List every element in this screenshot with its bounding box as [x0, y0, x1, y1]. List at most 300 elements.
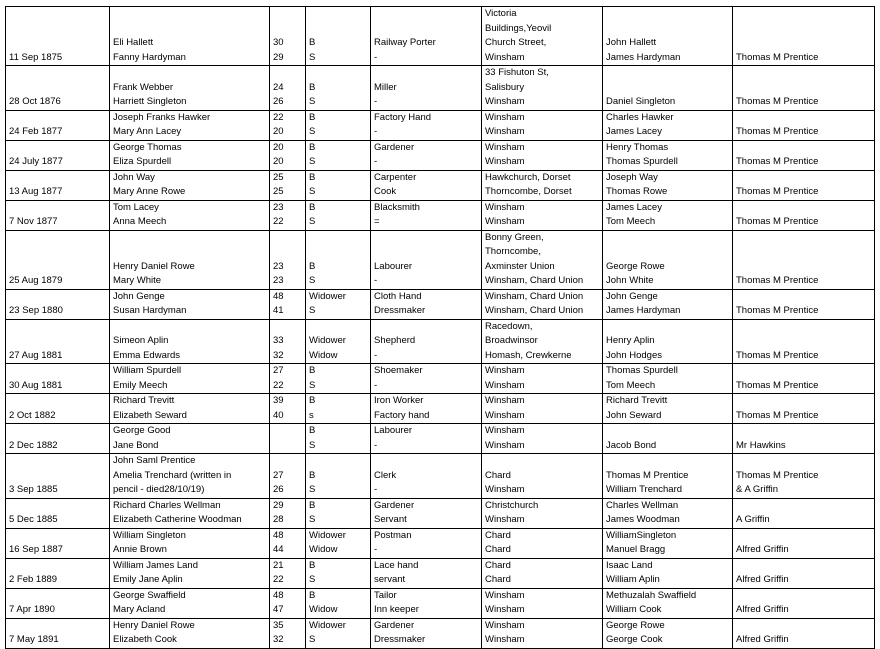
party-name: William Singleton [113, 529, 186, 541]
age-value: 22 [273, 379, 284, 391]
names-cell [110, 230, 270, 289]
occupation-value: Inn keeper [374, 604, 419, 615]
marriage-date-cell [6, 230, 110, 289]
age-value: 20 [273, 126, 284, 137]
age-value: 48 [273, 589, 284, 601]
father-cell [603, 528, 733, 558]
condition-value: B [309, 395, 316, 406]
ages-cell [270, 289, 306, 319]
residence-line: Winsham [485, 365, 525, 376]
father-name: Methuzalah Swaffield [606, 589, 697, 601]
father-name: Henry Aplin [606, 335, 655, 346]
party-name: Elizabeth Cook [113, 634, 177, 645]
officiant-name: Thomas M Prentice [736, 216, 819, 227]
age-value: 29 [273, 499, 284, 511]
condition-cell [306, 394, 371, 424]
marriage-date: 28 Oct 1876 [9, 96, 61, 107]
condition-cell [306, 200, 371, 230]
occupation-value: - [374, 484, 378, 495]
names-cell [110, 319, 270, 364]
father-name: John Seward [606, 409, 662, 421]
condition-value: S [309, 305, 316, 316]
father-name: Thomas Spurdell [606, 365, 678, 376]
party-name: Joseph Franks Hawker [113, 111, 211, 123]
register-body [6, 7, 875, 649]
marriage-date: 11 Sep 1875 [9, 51, 63, 63]
residence-line: Winsham [485, 425, 525, 436]
residence-cell [482, 66, 603, 111]
condition-value: S [309, 126, 316, 137]
marriage-date: 24 Feb 1877 [9, 126, 63, 137]
father-name: William Cook [606, 604, 662, 615]
condition-cell [306, 230, 371, 289]
officiant-name: Alfred Griffin [736, 604, 789, 615]
register-row [6, 289, 875, 319]
condition-value: S [309, 275, 316, 286]
party-name: Fanny Hardyman [113, 51, 186, 63]
register-row [6, 424, 875, 454]
age-value: 32 [273, 349, 284, 361]
condition-value: B [309, 37, 316, 48]
names-cell [110, 364, 270, 394]
condition-value: Widow [309, 604, 338, 615]
condition-cell [306, 424, 371, 454]
occupation-value: - [374, 156, 378, 167]
ages-cell [270, 200, 306, 230]
party-name: Henry Daniel Rowe [113, 619, 195, 631]
ages-cell [270, 454, 306, 499]
father-cell [603, 170, 733, 200]
father-name: WilliamSingleton [606, 529, 677, 541]
condition-value: B [309, 365, 316, 376]
officiant-name: Alfred Griffin [736, 574, 789, 585]
age-value: 32 [273, 634, 284, 645]
age-value: 20 [273, 156, 284, 167]
condition-value: S [309, 51, 316, 63]
marriage-date-cell [6, 558, 110, 588]
residence-line: Winsham [485, 126, 525, 137]
residence-line: Chard [485, 469, 511, 481]
occupation-cell [371, 588, 482, 618]
father-name: Henry Thomas [606, 141, 669, 153]
marriage-date: 13 Aug 1877 [9, 186, 63, 197]
father-name: James Hardyman [606, 305, 681, 316]
residence-cell [482, 618, 603, 648]
condition-cell [306, 558, 371, 588]
residence-cell [482, 319, 603, 364]
marriage-date: 7 Nov 1877 [9, 216, 58, 227]
marriage-date: 24 July 1877 [9, 156, 63, 167]
residence-line: Victoria [485, 8, 517, 19]
marriage-date: 25 Aug 1879 [9, 275, 63, 286]
officiant-cell [733, 170, 875, 200]
residence-cell [482, 424, 603, 454]
condition-cell [306, 618, 371, 648]
names-cell [110, 170, 270, 200]
party-name: Richard Trevitt [113, 395, 175, 406]
occupation-cell [371, 394, 482, 424]
residence-line: Salisbury [485, 81, 525, 93]
register-row [6, 454, 875, 499]
father-name: Richard Trevitt [606, 395, 668, 406]
occupation-value: - [374, 51, 378, 63]
marriage-date: 2 Feb 1889 [9, 574, 58, 585]
marriage-date-cell [6, 618, 110, 648]
register-row [6, 364, 875, 394]
father-name: Thomas M Prentice [606, 469, 689, 481]
age-value: 26 [273, 484, 284, 495]
occupation-value: Lace hand [374, 559, 419, 571]
ages-cell [270, 558, 306, 588]
register-row [6, 230, 875, 289]
residence-line: Winsham [485, 409, 525, 421]
residence-line: Buildings,Yeovil [485, 22, 552, 34]
party-name: Mary Acland [113, 604, 166, 615]
marriage-date-cell [6, 528, 110, 558]
officiant-cell [733, 588, 875, 618]
condition-value: B [309, 559, 316, 571]
ages-cell [270, 170, 306, 200]
officiant-name: Mr Hawkins [736, 439, 786, 451]
condition-cell [306, 66, 371, 111]
marriage-date: 5 Dec 1885 [9, 514, 58, 525]
party-name: Elizabeth Seward [113, 409, 187, 421]
occupation-cell [371, 618, 482, 648]
names-cell [110, 394, 270, 424]
occupation-value: Dressmaker [374, 305, 426, 316]
occupation-cell [371, 110, 482, 140]
occupation-cell [371, 424, 482, 454]
condition-cell [306, 289, 371, 319]
officiant-name: Thomas M Prentice [736, 126, 819, 137]
age-value: 28 [273, 514, 284, 525]
officiant-cell [733, 230, 875, 289]
marriage-date: 23 Sep 1880 [9, 305, 63, 316]
residence-line: Thorncombe, Dorset [485, 186, 572, 197]
party-name: John Saml Prentice [113, 455, 196, 466]
condition-cell [306, 319, 371, 364]
age-value: 40 [273, 409, 284, 421]
condition-value: B [309, 499, 316, 511]
father-name: Joseph Way [606, 171, 658, 183]
party-name: Mary Anne Rowe [113, 186, 186, 197]
age-value: 23 [273, 275, 284, 286]
residence-line: Winsham [485, 96, 525, 107]
officiant-cell [733, 558, 875, 588]
condition-value: B [309, 469, 316, 481]
father-cell [603, 618, 733, 648]
residence-cell [482, 289, 603, 319]
occupation-value: - [374, 439, 378, 451]
party-name: Harriett Singleton [113, 96, 187, 107]
register-row [6, 498, 875, 528]
father-name: Jacob Bond [606, 439, 657, 451]
occupation-cell [371, 170, 482, 200]
occupation-cell [371, 7, 482, 66]
residence-line: Winsham [485, 604, 525, 615]
marriage-date-cell [6, 110, 110, 140]
father-cell [603, 394, 733, 424]
residence-cell [482, 200, 603, 230]
occupation-value: Cook [374, 186, 397, 197]
father-name: Tom Meech [606, 216, 656, 227]
register-row [6, 110, 875, 140]
residence-line: Chard [485, 574, 511, 585]
age-value: 22 [273, 574, 284, 585]
condition-value: B [309, 201, 316, 213]
occupation-cell [371, 200, 482, 230]
marriage-date-cell [6, 200, 110, 230]
residence-line: Racedown, [485, 320, 533, 332]
residence-line: Winsham [485, 51, 525, 63]
condition-value: Widower [309, 529, 346, 541]
father-name: George Cook [606, 634, 663, 645]
residence-cell [482, 394, 603, 424]
party-name: Henry Daniel Rowe [113, 260, 195, 272]
party-name: Susan Hardyman [113, 305, 187, 316]
occupation-cell [371, 230, 482, 289]
officiant-cell [733, 498, 875, 528]
condition-value: S [309, 574, 316, 585]
party-name: William Spurdell [113, 365, 182, 376]
officiant-name: Thomas M Prentice [736, 379, 819, 391]
father-name: John Hallett [606, 37, 657, 48]
register-sheet [5, 6, 875, 649]
names-cell [110, 66, 270, 111]
age-value: 23 [273, 260, 284, 272]
father-name: James Lacey [606, 201, 662, 213]
condition-value: Widow [309, 349, 338, 361]
condition-cell [306, 170, 371, 200]
party-name: Emily Jane Aplin [113, 574, 183, 585]
register-row [6, 140, 875, 170]
age-value: 48 [273, 529, 284, 541]
party-name: Simeon Aplin [113, 335, 169, 346]
occupation-cell [371, 454, 482, 499]
ages-cell [270, 319, 306, 364]
occupation-value: Tailor [374, 589, 397, 601]
occupation-value: - [374, 126, 378, 137]
father-cell [603, 110, 733, 140]
residence-line: Winsham [485, 216, 525, 227]
father-cell [603, 66, 733, 111]
occupation-cell [371, 140, 482, 170]
names-cell [110, 498, 270, 528]
father-name: Thomas Rowe [606, 186, 668, 197]
age-value: 29 [273, 51, 284, 63]
occupation-value: Gardener [374, 499, 415, 511]
ages-cell [270, 394, 306, 424]
party-name: Elizabeth Catherine Woodman [113, 514, 242, 525]
occupation-cell [371, 498, 482, 528]
officiant-name: Thomas M Prentice [736, 96, 819, 107]
officiant-name: Thomas M Prentice [736, 305, 819, 316]
condition-value: B [309, 171, 316, 183]
condition-value: B [309, 589, 316, 601]
occupation-cell [371, 319, 482, 364]
condition-value: Widow [309, 544, 338, 555]
ages-cell [270, 140, 306, 170]
residence-line: Axminster Union [485, 260, 555, 272]
marriage-date: 30 Aug 1881 [9, 379, 63, 391]
officiant-name: A Griffin [736, 514, 770, 525]
marriage-date: 7 May 1891 [9, 634, 59, 645]
residence-line: Winsham, Chard Union [485, 275, 584, 286]
age-value: 39 [273, 395, 284, 406]
condition-value: B [309, 141, 316, 153]
condition-value: S [309, 186, 316, 197]
officiant-cell [733, 7, 875, 66]
occupation-value: Servant [374, 514, 407, 525]
age-value: 25 [273, 171, 284, 183]
officiant-cell [733, 454, 875, 499]
father-name: Thomas Spurdell [606, 156, 678, 167]
names-cell [110, 558, 270, 588]
residence-line: Church Street, [485, 37, 547, 48]
occupation-cell [371, 364, 482, 394]
occupation-value: - [374, 349, 378, 361]
residence-line: Broadwinsor [485, 335, 538, 346]
party-name: John Way [113, 171, 155, 183]
condition-value: B [309, 111, 316, 123]
party-name: Anna Meech [113, 216, 167, 227]
age-value: 27 [273, 365, 284, 376]
father-name: William Aplin [606, 574, 660, 585]
officiant-name: Thomas M Prentice [736, 469, 819, 481]
condition-value: S [309, 634, 316, 645]
officiant-name: Alfred Griffin [736, 634, 789, 645]
father-cell [603, 289, 733, 319]
register-row [6, 200, 875, 230]
age-value: 20 [273, 141, 284, 153]
father-cell [603, 558, 733, 588]
names-cell [110, 110, 270, 140]
residence-line: Winsham [485, 141, 525, 153]
party-name: George Swaffield [113, 589, 186, 601]
residence-line: Homash, Crewkerne [485, 349, 572, 361]
residence-line: Winsham [485, 201, 525, 213]
residence-cell [482, 170, 603, 200]
father-name: James Lacey [606, 126, 662, 137]
condition-cell [306, 140, 371, 170]
residence-line: Winsham [485, 484, 525, 495]
marriage-date-cell [6, 7, 110, 66]
marriage-date-cell [6, 140, 110, 170]
age-value: 35 [273, 619, 284, 631]
father-cell [603, 498, 733, 528]
age-value: 47 [273, 604, 284, 615]
residence-line: 33 Fishuton St, [485, 67, 549, 78]
ages-cell [270, 66, 306, 111]
occupation-value: Blacksmith [374, 201, 420, 213]
condition-value: B [309, 260, 316, 272]
officiant-cell [733, 618, 875, 648]
party-name: Eliza Spurdell [113, 156, 172, 167]
residence-line: Winsham [485, 439, 525, 451]
occupation-value: Miller [374, 81, 397, 93]
marriage-date-cell [6, 319, 110, 364]
party-name: William James Land [113, 559, 198, 571]
residence-line: Winsham [485, 589, 525, 601]
ages-cell [270, 364, 306, 394]
father-cell [603, 424, 733, 454]
father-name: Charles Wellman [606, 499, 679, 511]
register-row [6, 528, 875, 558]
condition-cell [306, 528, 371, 558]
names-cell [110, 528, 270, 558]
officiant-name: & A Griffin [736, 484, 779, 495]
residence-line: Winsham [485, 156, 525, 167]
occupation-value: Gardener [374, 141, 415, 153]
occupation-value: Carpenter [374, 171, 417, 183]
condition-value: B [309, 81, 316, 93]
party-name: Mary White [113, 275, 162, 286]
age-value: 22 [273, 216, 284, 227]
residence-cell [482, 454, 603, 499]
father-cell [603, 588, 733, 618]
officiant-cell [733, 289, 875, 319]
residence-cell [482, 140, 603, 170]
officiant-name: Thomas M Prentice [736, 51, 819, 63]
residence-cell [482, 588, 603, 618]
condition-value: s [309, 409, 314, 421]
occupation-value: Cloth Hand [374, 290, 422, 302]
ages-cell [270, 110, 306, 140]
condition-value: S [309, 514, 316, 525]
occupation-value: Factory hand [374, 409, 430, 421]
marriage-date-cell [6, 364, 110, 394]
residence-line: Winsham [485, 634, 525, 645]
officiant-name: Thomas M Prentice [736, 186, 819, 197]
condition-value: S [309, 484, 316, 495]
father-name: John Hodges [606, 349, 662, 361]
names-cell [110, 454, 270, 499]
father-cell [603, 140, 733, 170]
ages-cell [270, 618, 306, 648]
condition-cell [306, 454, 371, 499]
marriage-date-cell [6, 454, 110, 499]
age-value: 23 [273, 201, 284, 213]
occupation-value: Dressmaker [374, 634, 426, 645]
marriage-register-table [5, 6, 875, 649]
officiant-cell [733, 200, 875, 230]
officiant-name: Thomas M Prentice [736, 409, 819, 421]
marriage-date-cell [6, 498, 110, 528]
party-name: Mary Ann Lacey [113, 126, 182, 137]
officiant-cell [733, 528, 875, 558]
ages-cell [270, 528, 306, 558]
age-value: 33 [273, 335, 284, 346]
occupation-value: Shoemaker [374, 365, 423, 376]
register-row [6, 7, 875, 66]
ages-cell [270, 7, 306, 66]
marriage-date-cell [6, 394, 110, 424]
condition-value: B [309, 425, 316, 436]
register-row [6, 558, 875, 588]
occupation-cell [371, 289, 482, 319]
condition-value: S [309, 216, 316, 227]
condition-value: S [309, 96, 316, 107]
residence-line: Chard [485, 559, 511, 571]
father-cell [603, 200, 733, 230]
residence-line: Chard [485, 544, 511, 555]
ages-cell [270, 424, 306, 454]
father-name: Tom Meech [606, 379, 656, 391]
officiant-cell [733, 364, 875, 394]
officiant-cell [733, 424, 875, 454]
residence-line: Winsham, Chard Union [485, 305, 584, 316]
names-cell [110, 7, 270, 66]
